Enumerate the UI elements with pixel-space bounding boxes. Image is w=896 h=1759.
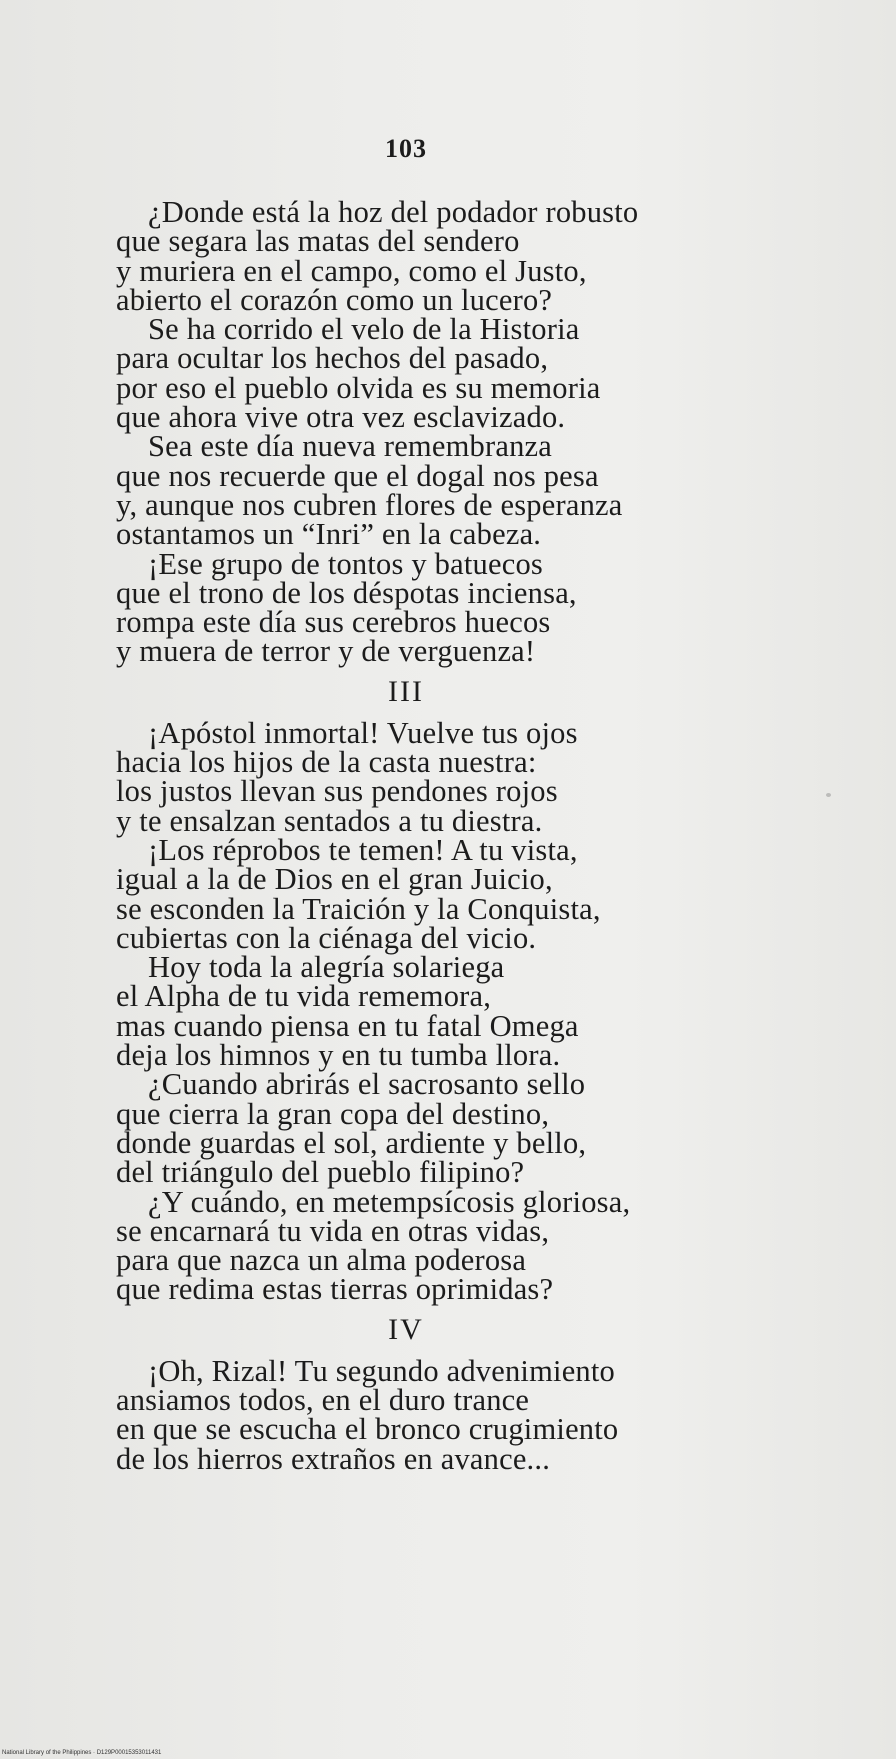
stanza [0,832,896,955]
poem-line: ostantamos un “Inri” en la cabeza. [116,517,542,552]
poem-line: en que se escucha el bronco crugimiento [116,1412,619,1447]
poem-line: y muera de terror y de verguenza! [116,634,536,669]
poem-line: que segara las matas del sendero [116,224,520,259]
poem-line: del triángulo del pueblo filipino? [116,1155,525,1190]
poem-line: ¡Apóstol inmortal! Vuelve tus ojos [148,715,578,750]
poem-line: hacia los hijos de la casta nuestra: [116,745,537,780]
poem-line: ¡Oh, Rizal! Tu segundo advenimiento [148,1353,616,1388]
poem-line: donde guardas el sol, ardiente y bello, [116,1125,587,1160]
page-speck [826,793,831,797]
library-footer: National Library of the Philippines · D129P00015353011431 [2,1750,162,1756]
poem-line: para ocultar los hechos del pasado, [116,341,549,376]
poem-line: ¡Ese grupo de tontos y batuecos [148,546,543,581]
poem-line: deja los himnos y en tu tumba llora. [116,1038,561,1073]
poem-line: los justos llevan sus pendones rojos [116,774,558,809]
poem-line: que redima estas tierras oprimidas? [116,1272,554,1307]
poem-line: se encarnará tu vida en otras vidas, [116,1213,550,1248]
stanza [0,715,896,838]
poem-line: ¿Cuando abrirás el sacrosanto sello [148,1067,586,1102]
poem-line: que cierra la gran copa del destino, [116,1096,550,1131]
poem-line: ansiamos todos, en el duro trance [116,1382,530,1417]
poem-line: y, aunque nos cubren flores de esperanza [116,487,623,522]
stanza [0,312,896,435]
stanza [0,195,896,317]
poem-line: que nos recuerde que el dogal nos pesa [116,458,599,493]
stanza [0,546,896,669]
poem-line: rompa este día sus cerebros huecos [116,605,551,640]
stanza [0,1184,896,1307]
poem-line: para que nazca un alma poderosa [116,1243,527,1278]
page-number: 103 [385,134,427,163]
poem-line: cubiertas con la ciénaga del vicio. [116,920,537,955]
poem-line: Se ha corrido el velo de la Historia [148,312,580,347]
poem-body [0,195,896,1476]
stanza [0,1353,896,1476]
section-heading: IV [388,1312,424,1346]
poem-line: de los hierros extraños en avance... [116,1441,551,1476]
stanza [0,429,896,552]
poem-line: ¡Los réprobos te temen! A tu vista, [148,832,578,867]
poem-line: y muriera en el campo, como el Justo, [116,253,587,288]
stanza [0,950,896,1073]
poem-line: se esconden la Traición y la Conquista, [116,891,601,926]
poem-line: y te ensalzan sentados a tu diestra. [116,803,543,838]
section-heading: III [388,674,424,708]
poem-line: que el trono de los déspotas inciensa, [116,575,577,610]
poem-line: ¿Y cuándo, en metempsícosis gloriosa, [148,1184,631,1219]
poem-line: el Alpha de tu vida rememora, [116,979,492,1014]
poem-line: igual a la de Dios en el gran Juicio, [116,862,553,897]
poem-line: Sea este día nueva remembranza [148,429,552,464]
poem-line: que ahora vive otra vez esclavizado. [116,400,566,435]
poem-line: Hoy toda la alegría solariega [148,950,505,985]
poem-line: abierto el corazón como un lucero? [116,282,553,317]
poem-line: ¿Donde está la hoz del podador robusto [148,195,639,229]
poem-line: mas cuando piensa en tu fatal Omega [116,1008,579,1043]
stanza [0,1067,896,1190]
poem-line: por eso el pueblo olvida es su memoria [116,370,601,405]
